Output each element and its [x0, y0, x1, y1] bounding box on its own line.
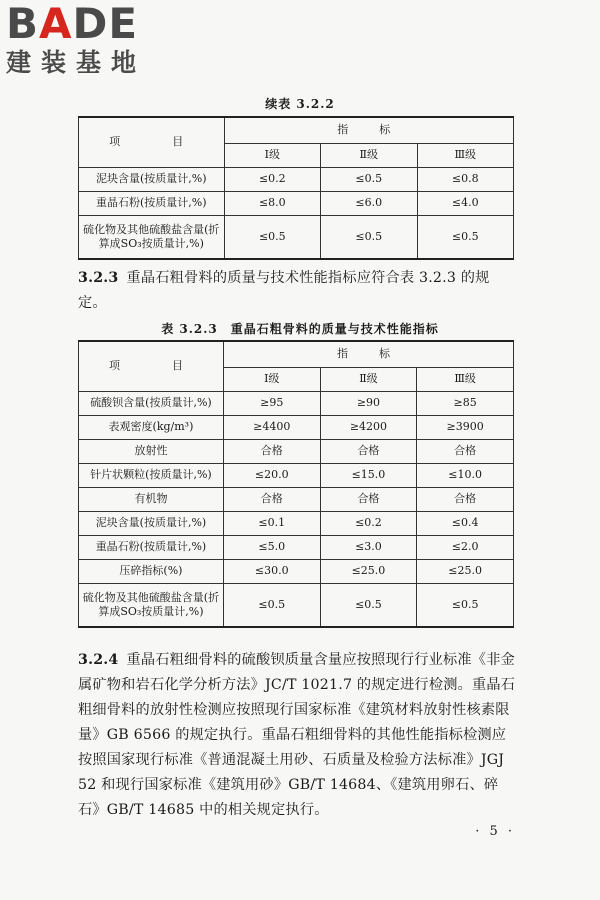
row-label: 硫酸钡含量(按质量计,%) [79, 391, 224, 415]
row-value: ≤0.5 [321, 215, 417, 259]
table2-caption: 表 3.2.3 重晶石粗骨料的质量与技术性能指标 [161, 322, 439, 336]
row-value: ≤5.0 [223, 535, 320, 559]
row-value: ≤20.0 [223, 463, 320, 487]
row-label: 放射性 [79, 439, 224, 463]
row-value: 合格 [417, 487, 514, 511]
row-label: 硫化物及其他硫酸盐含量(折算成SO₃按质量计,%) [79, 215, 225, 259]
table-3-2-3 [78, 340, 514, 628]
row-value: ≤0.2 [320, 511, 417, 535]
section-3-2-4 [78, 648, 518, 823]
row-label: 表观密度(kg/m³) [79, 415, 224, 439]
row-value: ≤0.8 [417, 167, 514, 191]
row-value: 合格 [417, 439, 514, 463]
row-label: 针片状颗粒(按质量计,%) [79, 463, 224, 487]
table-row [79, 191, 514, 215]
row-value: ≤0.1 [223, 511, 320, 535]
table-row [79, 415, 514, 439]
table1-grade-1: Ⅰ级 [224, 143, 320, 167]
row-label: 有机物 [79, 487, 224, 511]
section-number: 3.2.4 [78, 652, 119, 668]
table-row [79, 511, 514, 535]
row-value: ≤25.0 [417, 559, 514, 583]
row-value: ≤0.2 [224, 167, 320, 191]
table1-caption: 续表 3.2.2 [265, 97, 335, 111]
table2-header-indicator: 指 标 [223, 341, 513, 367]
row-value: ≤3.0 [320, 535, 417, 559]
row-value: 合格 [320, 439, 417, 463]
row-value: ≤6.0 [321, 191, 417, 215]
table-3-2-2-continued [78, 116, 514, 260]
row-value: ≤30.0 [223, 559, 320, 583]
row-value: ≤10.0 [417, 463, 514, 487]
table2-grade-3: Ⅲ级 [417, 367, 514, 391]
row-value: ≤0.4 [417, 511, 514, 535]
row-label: 硫化物及其他硫酸盐含量(折算成SO₃按质量计,%) [79, 583, 224, 627]
table1-grade-3: Ⅲ级 [417, 143, 514, 167]
row-value: ≥3900 [417, 415, 514, 439]
table-row [79, 535, 514, 559]
section-3-2-3 [78, 266, 518, 316]
row-value: ≤0.5 [224, 215, 320, 259]
table-row [79, 439, 514, 463]
row-value: ≤4.0 [417, 191, 514, 215]
row-value: ≥95 [223, 391, 320, 415]
row-value: 合格 [223, 439, 320, 463]
table1-header-item: 项 目 [79, 117, 225, 167]
row-value: ≤0.5 [320, 583, 417, 627]
row-label: 泥块含量(按质量计,%) [79, 511, 224, 535]
row-value: 合格 [320, 487, 417, 511]
row-value: ≤0.5 [417, 215, 514, 259]
row-value: ≥4200 [320, 415, 417, 439]
logo-wordmark: BADE [6, 0, 139, 48]
row-value: ≤15.0 [320, 463, 417, 487]
page-number: · 5 · [475, 824, 515, 839]
table1-header-indicator: 指 标 [224, 117, 513, 143]
row-value: ≥90 [320, 391, 417, 415]
row-value: ≤0.5 [223, 583, 320, 627]
table2-grade-2: Ⅱ级 [320, 367, 417, 391]
row-value: ≥4400 [223, 415, 320, 439]
table-row [79, 583, 514, 627]
row-label: 泥块含量(按质量计,%) [79, 167, 225, 191]
table-row [79, 559, 514, 583]
row-value: ≤25.0 [320, 559, 417, 583]
table-row [79, 167, 514, 191]
logo-subtitle: 建装基地 [6, 48, 147, 77]
row-value: 合格 [223, 487, 320, 511]
row-label: 重晶石粉(按质量计,%) [79, 191, 225, 215]
row-value: ≤2.0 [417, 535, 514, 559]
brand-logo [6, 2, 181, 78]
row-value: ≥85 [417, 391, 514, 415]
section-text: 重晶石粗细骨料的硫酸钡质量含量应按照现行行业标准《非金属矿物和岩石化学分析方法》JC/T 1021.7 的规定进行检测。重晶石粗细骨料的放射性检测应按照现行国家标准《建筑材料放射性核素限量》GB 6566 的规定执行。重晶石粗细骨料的其他性能指标检测应按照国家现行标准《普通混凝土用砂、石质量及检验方法标准》JGJ 52 和现行国家标准《建筑用砂》GB/T 14684、《建筑用卵石、碎石》GB/T 14685 中的相关规定执行。 [78, 652, 516, 818]
section-number: 3.2.3 [78, 270, 119, 286]
logo-accent-letter: A [39, 0, 73, 48]
table-row [79, 463, 514, 487]
row-value: ≤0.5 [417, 583, 514, 627]
table-row [79, 215, 514, 259]
section-text: 重晶石粗骨料的质量与技术性能指标应符合表 3.2.3 的规定。 [78, 270, 490, 311]
table2-header-item: 项 目 [79, 341, 224, 391]
table-row [79, 487, 514, 511]
row-label: 压碎指标(%) [79, 559, 224, 583]
row-value: ≤8.0 [224, 191, 320, 215]
row-value: ≤0.5 [321, 167, 417, 191]
table-row [79, 391, 514, 415]
table1-grade-2: Ⅱ级 [321, 143, 417, 167]
row-label: 重晶石粉(按质量计,%) [79, 535, 224, 559]
table2-grade-1: Ⅰ级 [223, 367, 320, 391]
